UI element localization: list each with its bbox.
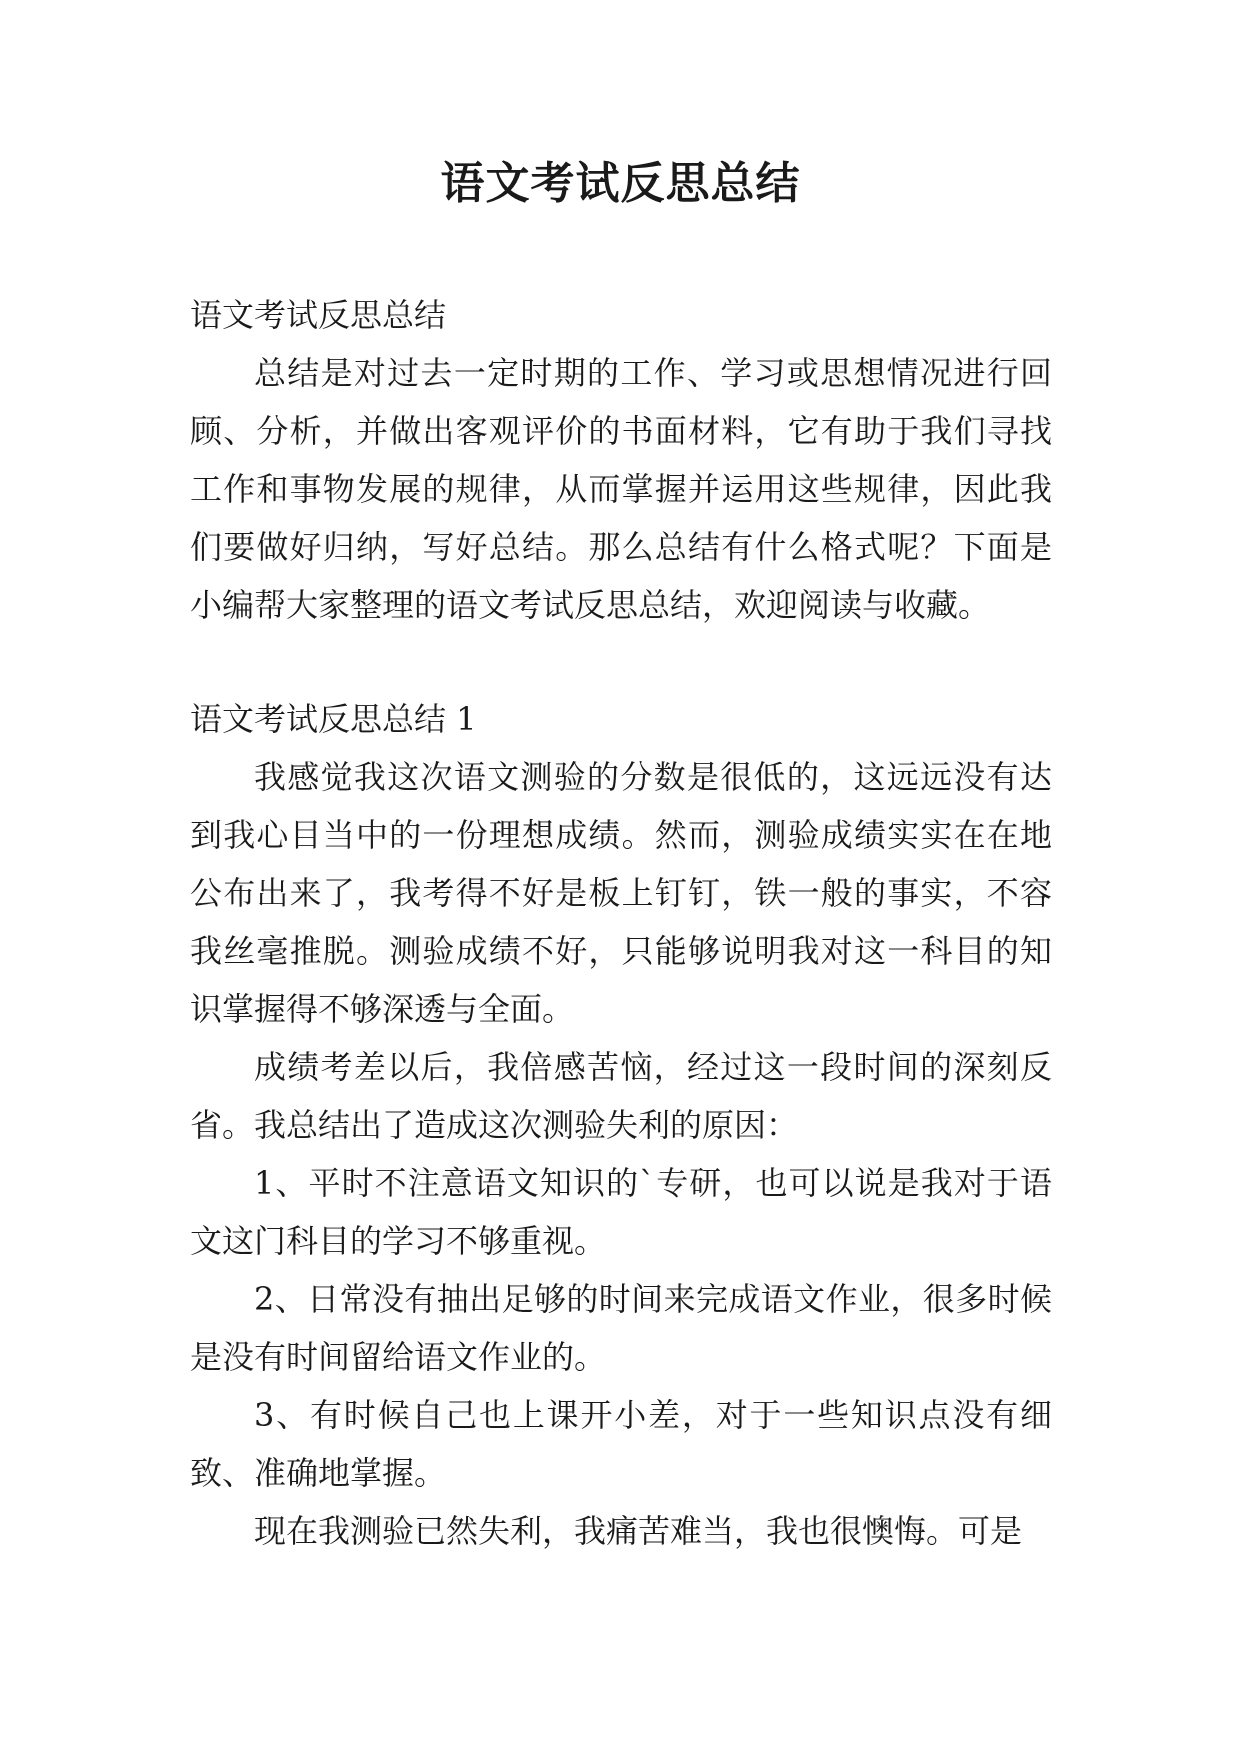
document-body [190,286,1052,1560]
section1-list-item: 1、平时不注意语文知识的`专研，也可以说是我对于语文这门科目的学习不够重视。 [190,1164,1052,1260]
section1-list-item: 3、有时候自己也上课开小差，对于一些知识点没有细致、准确地掌握。 [190,1396,1052,1492]
section1-list-item: 2、日常没有抽出足够的时间来完成语文作业，很多时候是没有时间留给语文作业的。 [190,1280,1052,1376]
section1-paragraph: 成绩考差以后，我倍感苦恼，经过这一段时间的深刻反省。我总结出了造成这次测验失利的原因： [190,1048,1052,1144]
section1-paragraph: 现在我测验已然失利，我痛苦难当，我也很懊悔。可是 [254,1512,1023,1550]
section1-paragraph: 我感觉我这次语文测验的分数是很低的，这远远没有达到我心目当中的一份理想成绩。然而，测验成绩实实在在地公布出来了，我考得不好是板上钉钉，铁一般的事实，不容我丝毫推脱。测验成绩不好，只能够说明我对这一科目的知识掌握得不够深透与全面。 [190,758,1052,1028]
section1-heading: 语文考试反思总结 1 [190,700,477,738]
intro-heading: 语文考试反思总结 [190,296,447,334]
document-title: 语文考试反思总结 [440,158,801,209]
intro-paragraph: 总结是对过去一定时期的工作、学习或思想情况进行回顾、分析，并做出客观评价的书面材料，它有助于我们寻找工作和事物发展的规律，从而掌握并运用这些规律，因此我们要做好归纳，写好总结。那么总结有什么格式呢？下面是小编帮大家整理的语文考试反思总结，欢迎阅读与收藏。 [190,354,1052,624]
section-spacer [190,634,1052,690]
